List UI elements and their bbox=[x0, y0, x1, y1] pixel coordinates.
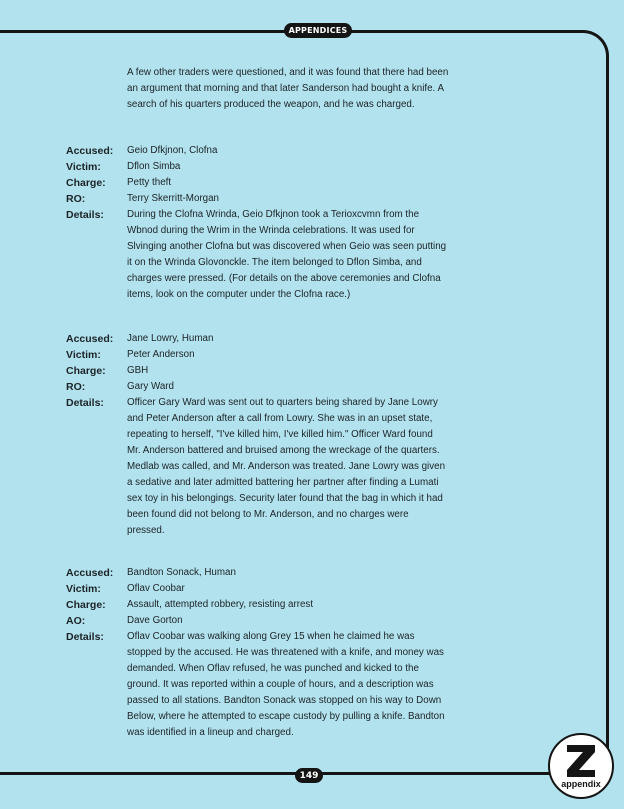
victim-value: Dflon Simba bbox=[127, 161, 181, 172]
accused-row bbox=[66, 331, 447, 347]
charge-value: GBH bbox=[127, 365, 149, 376]
victim-label: Victim: bbox=[66, 161, 101, 173]
appendix-label: appendix bbox=[561, 779, 601, 789]
case-record bbox=[66, 331, 447, 539]
z-logo-icon bbox=[565, 743, 597, 779]
case-record bbox=[66, 143, 447, 303]
accused-value: Jane Lowry, Human bbox=[127, 333, 214, 344]
officer-label: RO: bbox=[66, 193, 86, 205]
details-label: Details: bbox=[66, 397, 104, 409]
accused-row bbox=[66, 565, 447, 581]
officer-value: Gary Ward bbox=[127, 381, 174, 392]
accused-label: Accused: bbox=[66, 145, 114, 157]
charge-label: Charge: bbox=[66, 177, 106, 189]
officer-row bbox=[66, 613, 447, 629]
officer-row bbox=[66, 379, 447, 395]
officer-row bbox=[66, 191, 447, 207]
victim-row bbox=[66, 581, 447, 597]
charge-label: Charge: bbox=[66, 365, 106, 377]
victim-label: Victim: bbox=[66, 583, 101, 595]
page-number-badge: 149 bbox=[295, 768, 323, 783]
accused-label: Accused: bbox=[66, 567, 114, 579]
charge-label: Charge: bbox=[66, 599, 106, 611]
intro-text: A few other traders were questioned, and it was found that there had been an argument that morning and that later Sanderson had bought a knife. A search of his quarters produced the weapon, and he was charged. bbox=[127, 67, 449, 110]
officer-label: AO: bbox=[66, 615, 86, 627]
accused-label: Accused: bbox=[66, 333, 114, 345]
victim-row bbox=[66, 347, 447, 363]
intro-paragraph bbox=[127, 65, 452, 113]
officer-value: Terry Skerritt-Morgan bbox=[127, 193, 219, 204]
details-text: During the Clofna Wrinda, Geio Dfkjnon took a Terioxcvmn from the Wbnod during the Wrim in the Wrinda celebrations. It was used for Slvinging another Clofna but was discovered when Geio was seen putting it on the Wrinda Glovonckle. The item belonged to Dflon Simba, and charges were pressed. (For details on the above ceremonies and Clofna items, look on the computer under the Clofna race.) bbox=[127, 209, 447, 300]
victim-value: Peter Anderson bbox=[127, 349, 195, 360]
victim-row bbox=[66, 159, 447, 175]
section-header-badge: APPENDICES bbox=[284, 23, 352, 38]
victim-label: Victim: bbox=[66, 349, 101, 361]
details-label: Details: bbox=[66, 631, 104, 643]
case-record bbox=[66, 565, 447, 741]
charge-value: Petty theft bbox=[127, 177, 172, 188]
victim-value: Oflav Coobar bbox=[127, 583, 185, 594]
details-row bbox=[66, 629, 447, 741]
charge-row bbox=[66, 363, 447, 379]
appendix-logo bbox=[548, 733, 614, 799]
accused-value: Geio Dfkjnon, Clofna bbox=[127, 145, 218, 156]
details-row bbox=[66, 395, 447, 539]
details-text: Oflav Coobar was walking along Grey 15 when he claimed he was stopped by the accused. He was threatened with a knife, and money was demanded. When Oflav refused, he was punched and kicked to the ground. It was reported within a couple of hours, and a description was passed to all stations. Bandton Sonack was stopped on his way to Down Below, where he attempted to escape custody by pulling a knife. Bandton was identified in a lineup and charged. bbox=[127, 631, 445, 738]
charge-value: Assault, attempted robbery, resisting arrest bbox=[127, 599, 314, 610]
details-label: Details: bbox=[66, 209, 104, 221]
accused-value: Bandton Sonack, Human bbox=[127, 567, 236, 578]
officer-label: RO: bbox=[66, 381, 86, 393]
details-text: Officer Gary Ward was sent out to quarters being shared by Jane Lowry and Peter Anderson after a call from Lowry. She was in an upset state, repeating to herself, "I've killed him, I've killed him." Officer Ward found Mr. Anderson battered and bruised among the wreckage of the quarters. Medlab was called, and Mr. Anderson was treated. Jane Lowry was given a sedative and later admitted battering her partner after finding a Lumati sex toy in his belongings. Security later found that the bag in which it had been found did not belong to Mr. Anderson, and no charges were pressed. bbox=[127, 397, 446, 536]
charge-row bbox=[66, 597, 447, 613]
details-row bbox=[66, 207, 447, 303]
accused-row bbox=[66, 143, 447, 159]
officer-value: Dave Gorton bbox=[127, 615, 183, 626]
charge-row bbox=[66, 175, 447, 191]
